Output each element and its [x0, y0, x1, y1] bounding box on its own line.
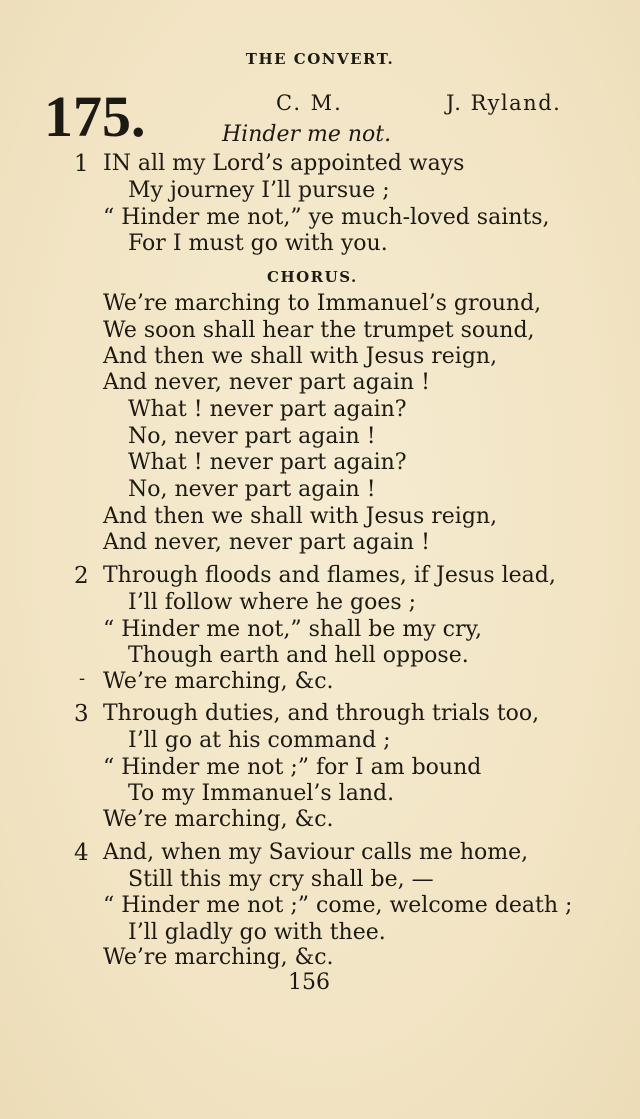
chorus-line: No, never part again ! — [128, 424, 376, 449]
verse-line: To my Immanuel’s land. — [128, 781, 395, 806]
chorus-line: What ! never part again? — [128, 450, 407, 475]
verse-line: We’re marching, &c. — [103, 945, 334, 970]
verse-line: “ Hinder me not,” ye much-loved saints, — [103, 205, 550, 230]
running-head: THE CONVERT. — [245, 50, 395, 68]
verse-line: Through duties, and through trials too, — [103, 701, 540, 726]
stray-mark: - — [79, 668, 86, 689]
verse-line: My journey I’ll pursue ; — [128, 178, 390, 203]
verse-line: “ Hinder me not ;” for I am bound — [103, 755, 482, 780]
verse-line: I’ll gladly go with thee. — [128, 920, 386, 945]
chorus-line: And then we shall with Jesus reign, — [103, 504, 498, 529]
verse-line: We’re marching, &c. — [103, 669, 334, 694]
hymn-subtitle: Hinder me not. — [222, 122, 392, 147]
chorus-line: We soon shall hear the trumpet sound, — [103, 318, 535, 343]
verse-number: 1 — [74, 151, 89, 177]
verse-line: Still this my cry shall be, — — [128, 867, 434, 892]
verse-line: I’ll follow where he goes ; — [128, 590, 417, 615]
verse-line: IN all my Lord’s appointed ways — [103, 151, 465, 176]
verse-line: Though earth and hell oppose. — [128, 643, 469, 668]
verse-line: And, when my Saviour calls me home, — [103, 840, 529, 865]
verse-line: “ Hinder me not ;” come, welcome death ; — [103, 893, 573, 918]
hymn-meter: C. M. — [276, 91, 343, 115]
verse-number: 4 — [74, 840, 89, 866]
hymn-number: 175. — [44, 84, 146, 149]
verse-line: Through floods and flames, if Jesus lead, — [103, 563, 556, 588]
chorus-line: No, never part again ! — [128, 477, 376, 502]
chorus-label: CHORUS. — [267, 268, 358, 286]
page-number: 156 — [288, 970, 330, 995]
hymn-author: J. Ryland. — [446, 91, 562, 115]
chorus-line: We’re marching to Immanuel’s ground, — [103, 291, 542, 316]
verse-line: I’ll go at his command ; — [128, 728, 391, 753]
chorus-line: And never, never part again ! — [103, 530, 430, 555]
verse-line: For I must go with you. — [128, 231, 388, 256]
chorus-line: And never, never part again ! — [103, 370, 430, 395]
chorus-line: And then we shall with Jesus reign, — [103, 344, 498, 369]
verse-line: “ Hinder me not,” shall be my cry, — [103, 617, 482, 642]
verse-number: 3 — [74, 701, 89, 727]
verse-line: We’re marching, &c. — [103, 807, 334, 832]
verse-number: 2 — [74, 563, 89, 589]
chorus-line: What ! never part again? — [128, 397, 407, 422]
